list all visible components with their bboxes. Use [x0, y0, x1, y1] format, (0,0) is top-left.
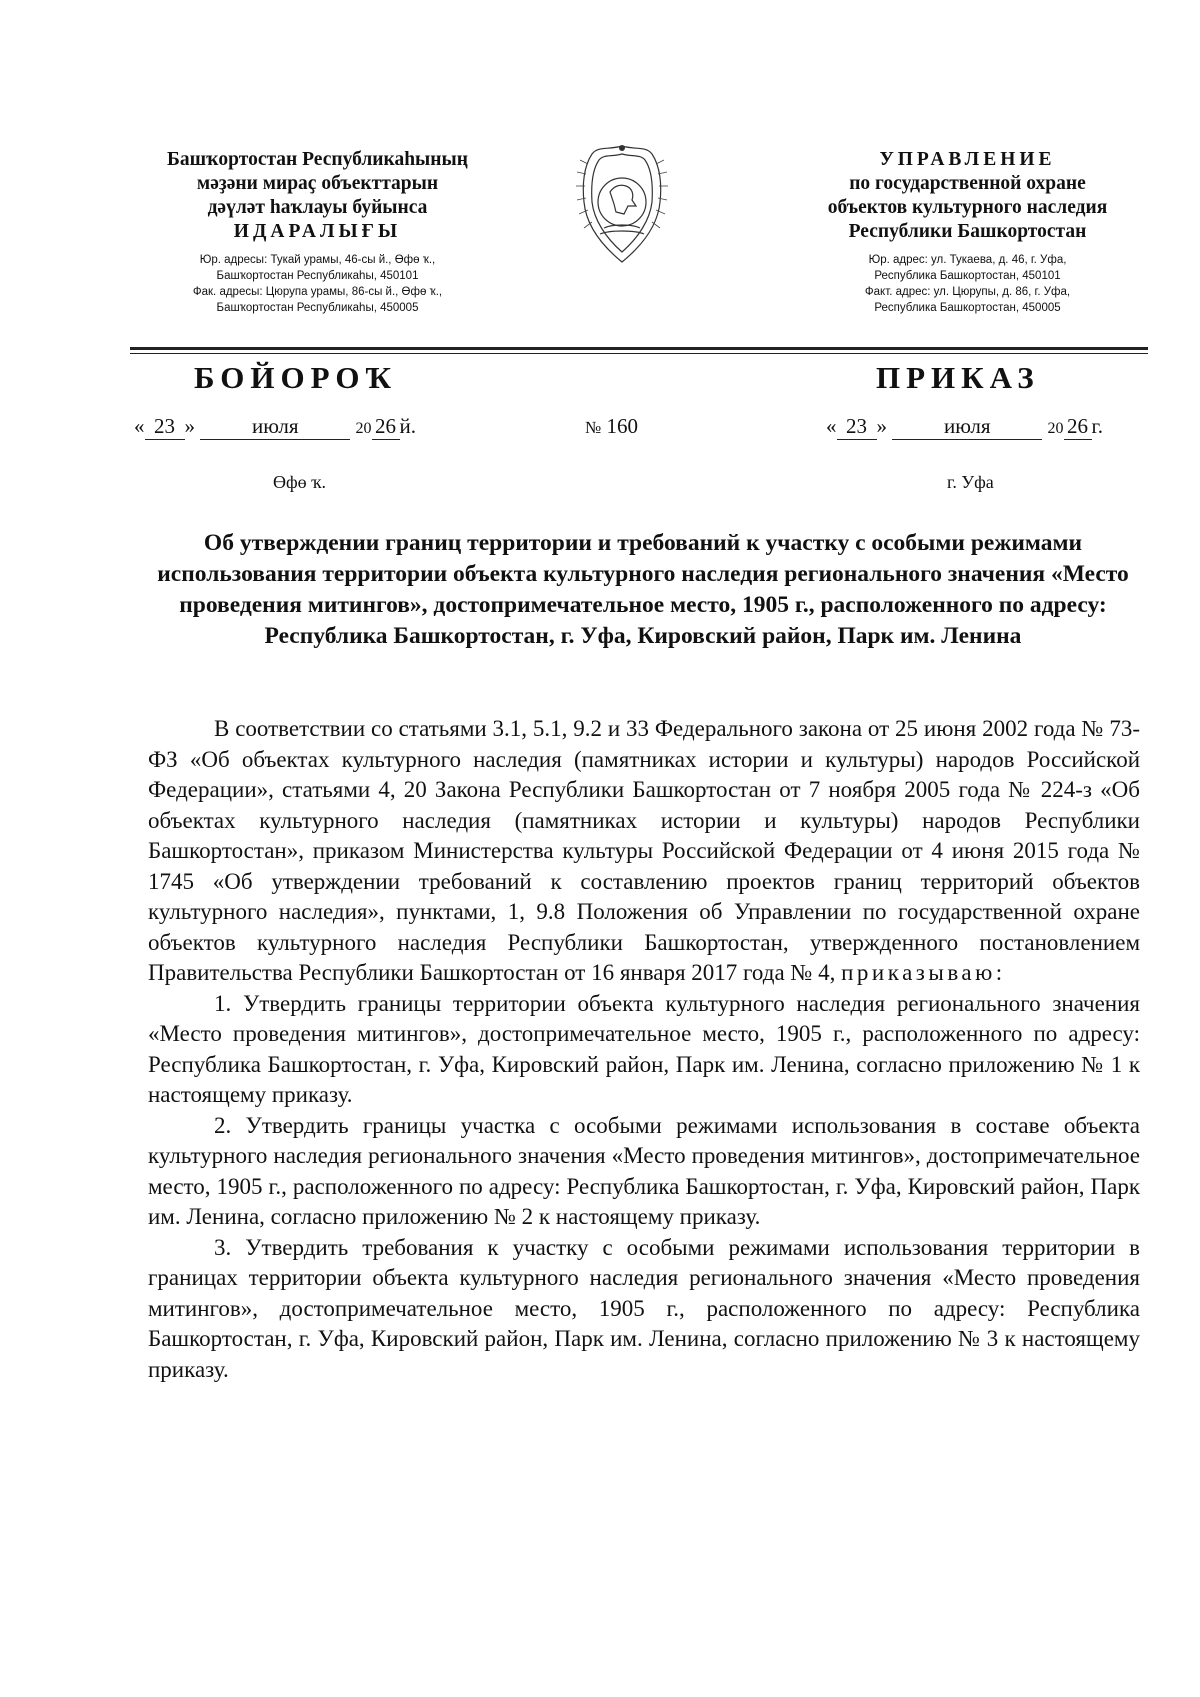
date-line-right [826, 414, 1103, 440]
intro-text: В соответствии со статьями 3.1, 5.1, 9.2 и 33 Федерального закона от 25 июня 2002 года № 73-ФЗ «Об объектах культурного наследия (памятниках истории и культуры) народов Российской Федерации», статьями 4, 20 Закона Республики Башкортостан от 7 ноября 2005 года № 224-з «Об объектах культурного наследия (памятниках истории и культуры) народов Республики Башкортостан», приказом Министерства культуры Российской Федерации от 4 июня 2015 года № 1745 «Об утверждении требований к составлению проектов границ территорий объектов культурного наследия», пунктами, 1, 9.8 Положения об Управлении по государственной охране объектов культурного наследия Республики Башкортостан, утвержденного постановлением Правительства Республики Башкортостан от 16 января 2017 года № 4, [148, 716, 1140, 985]
date-suffix: г. [1091, 414, 1103, 438]
org-name-line: объектов культурного наследия [827, 197, 1108, 218]
address-line: Башҡортостан Республикаһы, 450005 [216, 302, 419, 314]
place-russian: г. Уфа [947, 472, 994, 492]
org-name-spaced: УПРАВЛЕНИЕ [879, 149, 1056, 170]
date-month: июля [892, 414, 1042, 440]
number-value: 160 [606, 414, 638, 438]
doc-type-bashkir: БОЙОРОҠ [194, 360, 398, 395]
close-quote: » [184, 414, 195, 438]
date-year: 26 [1064, 414, 1092, 440]
org-address [130, 252, 505, 316]
org-name-line: по государственной охране [849, 173, 1086, 194]
doc-type-russian: ПРИКАЗ [876, 360, 1040, 395]
order-item: 2. Утвердить границы участка с особыми режимами использования в составе объекта культурного наследия регионального значения «Место проведения митингов», достопримечательное место, 1905 г., расположенного по адресу: Республика Башкортостан, г. Уфа, Кировский район, Парк им. Ленина, согласно приложению № 2 к настоящему приказу. [148, 1112, 1140, 1229]
address-line: Юр. адрес: ул. Тукаева, д. 46, г. Уфа, [868, 254, 1067, 266]
date-month: июля [200, 414, 350, 440]
order-item: 3. Утвердить требования к участку с особыми режимами использования территории в границах территории объекта культурного наследия регионального значения «Место проведения митингов», достопримечательное место, 1905 г., расположенного по адресу: Республика Башкортостан, г. Уфа, Кировский район, Парк им. Ленина, согласно приложению № 3 к настоящему приказу. [148, 1234, 1140, 1382]
address-line: Юр. адресы: Тукай урамы, 46-сы й., Өфө ҡ., [199, 254, 436, 266]
header-left-org [130, 148, 505, 316]
org-name-line: Башҡортостан Республикаһының [167, 149, 468, 170]
header-divider [130, 347, 1148, 350]
org-address [790, 252, 1145, 316]
org-name-line: мәҙәни мираҫ объекттарын [196, 173, 439, 194]
number-sign: № [585, 418, 602, 437]
address-line: Фак. адресы: Цюрупа урамы, 86-сы й., Өфө ҡ., [192, 286, 443, 298]
address-line: Факт. адрес: ул. Цюрупы, д. 86, г. Уфа, [864, 286, 1071, 298]
date-day: 23 [837, 414, 877, 440]
open-quote: « [826, 414, 837, 438]
address-line: Республика Башкортостан, 450101 [874, 270, 1061, 282]
order-number [585, 414, 638, 439]
coat-of-arms-icon [570, 140, 675, 270]
header-right-org [790, 148, 1145, 316]
org-name-spaced: ИДАРАЛЫҒЫ [233, 221, 402, 242]
date-year: 26 [372, 414, 400, 440]
address-line: Республика Башкортостан, 450005 [874, 302, 1061, 314]
document-body [148, 714, 1140, 1385]
date-line-left [134, 414, 416, 440]
date-year-prefix: 20 [355, 420, 372, 437]
org-name-line: Республики Башкортостан [848, 221, 1087, 242]
address-line: Башҡортостан Республикаһы, 450101 [216, 270, 419, 282]
header-divider-thin [130, 353, 1148, 354]
date-suffix: й. [399, 414, 416, 438]
intro-paragraph [148, 714, 1140, 989]
order-item: 1. Утвердить границы территории объекта культурного наследия регионального значения «Место проведения митингов», достопримечательное место, 1905 г., расположенного по адресу: Республика Башкортостан, г. Уфа, Кировский район, Парк им. Ленина, согласно приложению № 1 к настоящему приказу. [148, 990, 1140, 1107]
date-day: 23 [145, 414, 185, 440]
date-year-prefix: 20 [1047, 420, 1064, 437]
open-quote: « [134, 414, 145, 438]
org-name-line: дәүләт һаҡлауы буйынса [207, 197, 428, 218]
document-title: Об утверждении границ территории и требований к участку с особыми режимами использования территории объекта культурного наследия регионального значения «Место проведения митингов», достопримечательное место, 1905 г., расположенного по адресу: Республика Башкортостан, г. Уфа, Кировский район, Парк им. Ленина [157, 530, 1129, 649]
order-word: приказываю: [841, 960, 1006, 985]
close-quote: » [876, 414, 887, 438]
place-bashkir: Өфө ҡ. [273, 472, 326, 492]
